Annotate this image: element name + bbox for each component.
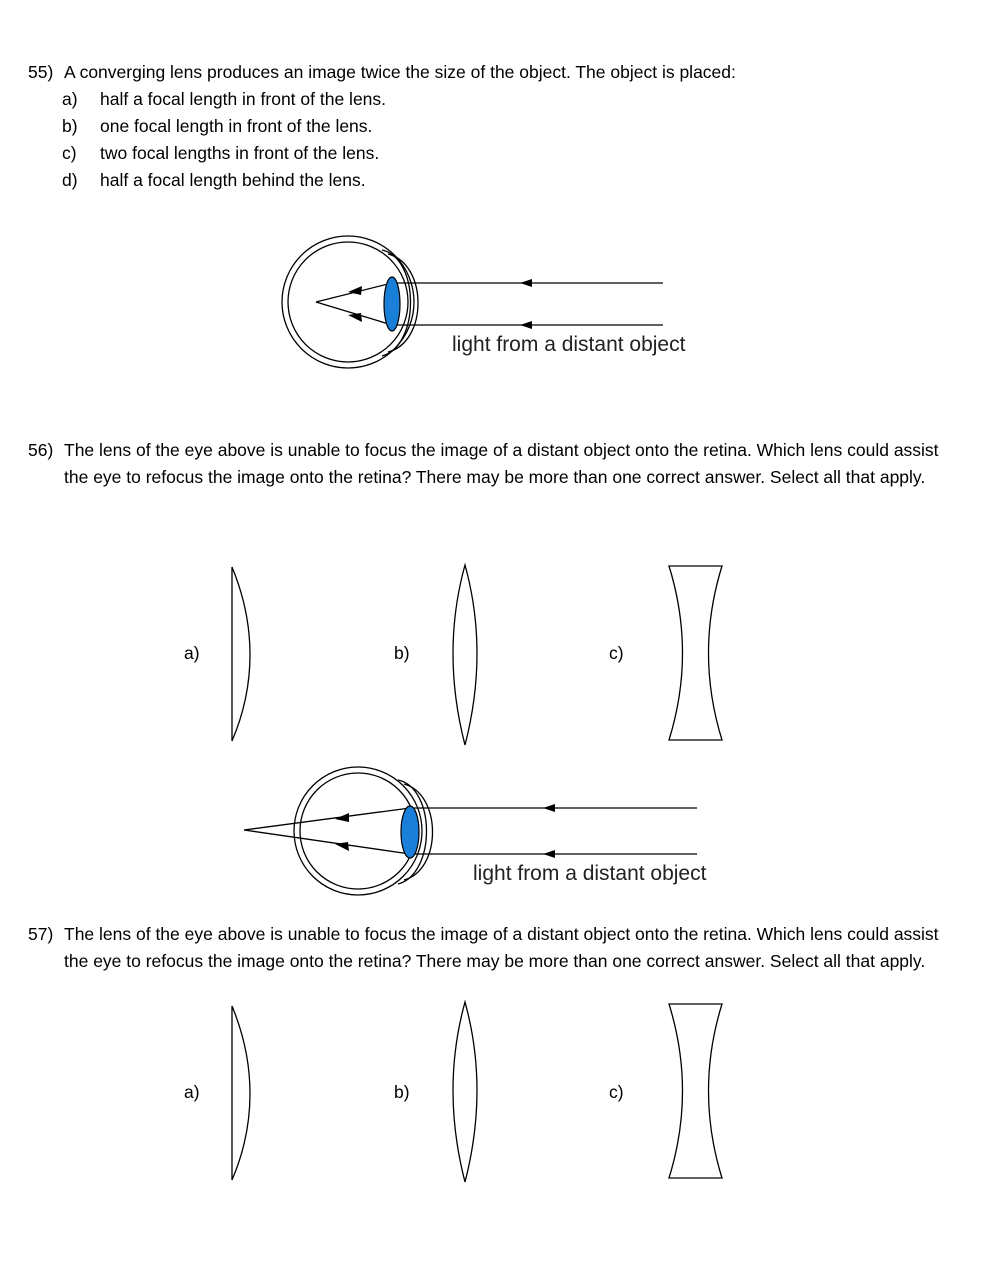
arrowhead-icon <box>543 850 555 858</box>
question-56 <box>28 437 964 491</box>
option-b[interactable] <box>62 113 964 140</box>
option-d[interactable] <box>62 167 964 194</box>
arrowhead-icon <box>348 313 362 322</box>
lens-b-label[interactable]: b) <box>394 643 410 663</box>
lens-c-biconcave[interactable] <box>666 564 726 744</box>
biconcave-lens-icon <box>666 1002 726 1182</box>
option-text: two focal lengths in front of the lens. <box>100 143 380 163</box>
lens-a-plano-convex[interactable] <box>226 565 256 745</box>
eye-diagram-2 <box>240 762 710 912</box>
lens-c-biconcave[interactable] <box>666 1002 726 1182</box>
question-number: 57) <box>28 924 54 944</box>
question-stem: A converging lens produces an image twice the size of the object. The object is placed: <box>64 62 736 82</box>
eye-diagram-1 <box>270 230 690 380</box>
eye-diagram-2-svg <box>240 762 710 912</box>
plano-convex-lens-icon <box>226 565 256 745</box>
option-letter: c) <box>62 143 77 163</box>
option-letter: d) <box>62 170 78 190</box>
question-stem: The lens of the eye above is unable to focus the image of a distant object onto the retina. Which lens could assist the eye to refocus the image onto the retina? There may be more than one correct answer. Select all that apply. <box>64 924 939 971</box>
lens-b-label[interactable]: b) <box>394 1082 410 1102</box>
question-55 <box>28 59 964 194</box>
lens-a-plano-convex[interactable] <box>226 1004 256 1184</box>
figure-caption-2: light from a distant object <box>473 862 707 885</box>
lens-b-biconvex[interactable] <box>446 1000 490 1184</box>
biconvex-lens-icon <box>446 1000 490 1184</box>
plano-convex-lens-icon <box>226 1004 256 1184</box>
lens-b-biconvex[interactable] <box>446 563 490 747</box>
lens-c-label[interactable]: c) <box>609 643 624 663</box>
eye-lens-icon <box>401 806 419 858</box>
eye-lens-icon <box>384 277 400 331</box>
question-number: 55) <box>28 62 54 82</box>
arrowhead-icon <box>543 804 555 812</box>
biconcave-lens-icon <box>666 564 726 744</box>
arrowhead-icon <box>520 279 532 287</box>
biconvex-lens-icon <box>446 563 490 747</box>
arrowhead-icon <box>520 321 532 329</box>
eye-inner-icon <box>300 773 416 889</box>
question-stem: The lens of the eye above is unable to focus the image of a distant object onto the retina. Which lens could assist the eye to refocus the image onto the retina? There may be more than one correct answer. Select all that apply. <box>64 440 939 487</box>
option-letter: a) <box>62 89 78 109</box>
question-57 <box>28 921 964 975</box>
option-c[interactable] <box>62 140 964 167</box>
lens-a-label[interactable]: a) <box>184 643 200 663</box>
option-letter: b) <box>62 116 78 136</box>
option-text: one focal length in front of the lens. <box>100 116 373 136</box>
question-number: 56) <box>28 440 54 460</box>
option-text: half a focal length behind the lens. <box>100 170 366 190</box>
option-text: half a focal length in front of the lens. <box>100 89 387 109</box>
figure-caption-1: light from a distant object <box>452 333 686 356</box>
eye-diagram-1-svg <box>270 230 690 380</box>
lens-c-label[interactable]: c) <box>609 1082 624 1102</box>
lens-a-label[interactable]: a) <box>184 1082 200 1102</box>
option-a[interactable] <box>62 86 964 113</box>
